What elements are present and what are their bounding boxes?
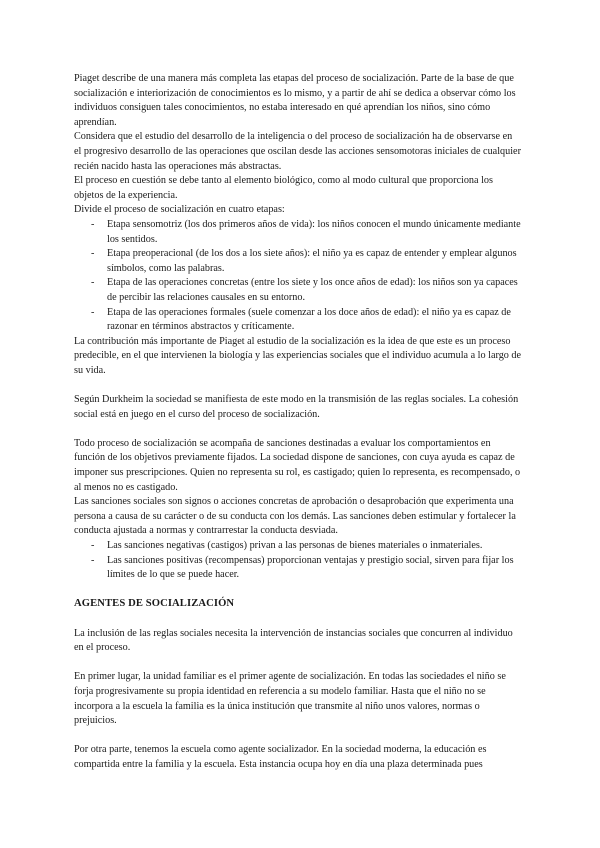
spacer: [74, 656, 522, 671]
list-item: - Las sanciones positivas (recompensas) proporcionan ventajas y prestigio social, sirven para fijar los límites de lo que se puede hacer.: [74, 554, 522, 583]
list-item: - Etapa de las operaciones concretas (entre los siete y los once años de edad): los niños son ya capaces de percibir las relaciones causales en su entorno.: [74, 276, 522, 305]
list-item: - Etapa sensomotriz (los dos primeros años de vida): los niños conocen el mundo únicamente mediante los sentidos.: [74, 218, 522, 247]
spacer: [74, 422, 522, 437]
paragraph-piaget-contribution: La contribución más importante de Piaget al estudio de la socialización es la idea de que este es un proceso predecible, en el que intervienen la biología y las experiencias sociales que el individuo acumula a lo largo de su vida.: [74, 335, 522, 376]
paragraph-piaget-intro: Piaget describe de una manera más completa las etapas del proceso de socialización. Parte de la base de que socialización e interiorización de conocimientos es lo mismo, y a partir de ahí se dedica a observar cómo los individuos consiguen tales conocimientos, no estaba interesado en qué aprendían los niños, sino cómo aprendían.: [74, 73, 516, 128]
list-item: - Etapa de las operaciones formales (suele comenzar a los doce años de edad): el niño ya es capaz de razonar en términos abstractos y críticamente.: [74, 306, 522, 335]
spacer: [74, 583, 522, 598]
paragraph-durkheim: Según Durkheim la sociedad se manifiesta de este modo en la transmisión de las reglas sociales. La cohesión social está en juego en el curso del proceso de socialización.: [74, 394, 519, 420]
list-item: - Etapa preoperacional (de los dos a los siete años): el niño ya es capaz de entender y emplear algunos símbolos, como las palabras.: [74, 247, 522, 276]
sanctions-list: [74, 539, 522, 583]
paragraph-family: En primer lugar, la unidad familiar es el primer agente de socialización. En todas las sociedades el niño se forja progresivamente su propia identidad en referencia a su modelo familiar. Hasta que el niño no se incorpora a la escuela la familia es la única institución que transmite al niño unos valores, normas o prejuicios.: [74, 671, 506, 727]
stages-list: [74, 218, 522, 335]
paragraph-sanctions-intro: Todo proceso de socialización se acompaña de sanciones destinadas a evaluar los comportamientos en función de los objetivos previamente fijados. La sociedad dispone de sanciones, con cuya ayuda es capaz de imponer sus prescripciones. Quien no representa su rol, es castigado; quien lo representa, es recompensado, o al menos no es castigado.: [74, 437, 521, 493]
paragraph-social-sanctions: Las sanciones sociales son signos o acciones concretas de aprobación o desaprobación que experimenta una persona a causa de su carácter o de su conducta con los demás. Las sanciones deben estimular y fortalecer la conducta ajustada a normas y contrarrestar la conducta desviada.: [74, 496, 516, 537]
paragraph-stages-intro: Divide el proceso de socialización en cuatro etapas:: [74, 204, 285, 216]
spacer: [74, 378, 522, 393]
spacer: [74, 612, 522, 627]
paragraph-biological-cultural: El proceso en cuestión se debe tanto al elemento biológico, como al modo cultural que proporciona los objetos de la experiencia.: [74, 175, 493, 201]
paragraph-school: Por otra parte, tenemos la escuela como agente socializador. En la sociedad moderna, la educación es compartida entre la familia y la escuela. Esta instancia ocupa hoy en día una plaza determinada pues: [74, 744, 487, 770]
paragraph-agents-intro: La inclusión de las reglas sociales necesita la intervención de instancias sociales que concurren al individuo en el proceso.: [74, 627, 513, 654]
list-item: - Las sanciones negativas (castigos) privan a las personas de bienes materiales o inmateriales.: [74, 539, 522, 554]
section-heading: AGENTES DE SOCIALIZACIÓN: [74, 598, 235, 610]
paragraph-piaget-development: Considera que el estudio del desarrollo de la inteligencia o del proceso de socialización ha de observarse en el progresivo desarrollo de las operaciones que oscilan desde las acciones sensomotoras iniciales de cualquier recién nacido hasta las operaciones más abstractas.: [74, 131, 521, 172]
spacer: [74, 729, 522, 744]
